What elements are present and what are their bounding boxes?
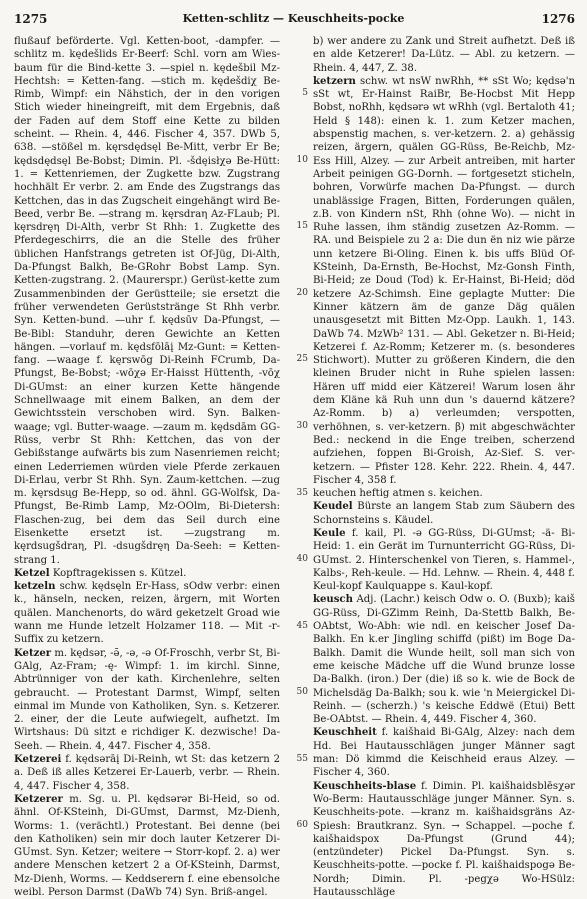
headword: Keule — [313, 527, 346, 539]
dictionary-entry — [14, 753, 280, 793]
headword: Ketzer — [14, 647, 52, 659]
dictionary-entry — [14, 793, 280, 899]
headword: Ketzerer — [14, 793, 63, 805]
page-number-right: 1276 — [541, 12, 575, 26]
entry-text: keuchen heftig atmen s. keichen. — [313, 488, 483, 500]
line-numbers — [284, 35, 308, 835]
dictionary-entry — [313, 35, 575, 75]
line-number: 40 — [296, 554, 308, 565]
line-number: 55 — [296, 753, 308, 764]
running-title: Ketten-schlitz — Keuschheits-pocke — [182, 12, 405, 25]
dictionary-entry — [313, 593, 575, 726]
dictionary-entry — [313, 500, 575, 527]
headword: Keudel — [313, 501, 353, 513]
line-number: 45 — [296, 620, 308, 631]
entry-text: m. kędsər, -ə̄, -ə, -ə Of-Froschh, verbr St, Bi-GAlg, Az-Fram; -ę- Wimpf: 1. im kirchl. Sinne, Abtrünniger von der kath. Kirchenlehre, selten gebraucht. — Protestant Darmst, Wimpf, selten einmal im Munde von Katholiken, Syn. s. Ketzerer. 2. einer, der die Leute aufwiegelt, aufhetzt. Im Wirtshaus: Dü sitzt e richdiger K. dezwische! Da-Seeh. — Rhein. 4, 447. Fischer 4, 358. — [14, 647, 280, 752]
line-number: 5 — [302, 88, 308, 99]
entry-text: b) wer andere zu Zank und Streit aufhetzt. Deß iß en alde Ketzerer! Da-Lütz. — Abl. zu ketzern. — Rhein. 4, 447, Z. 38. — [313, 36, 575, 74]
entry-text: f. kędsərāį Di-Reinh, wt St: das ketzern 2 a. Deß iß alles Ketzerei Er-Lauerb, verbr. — Rhein. 4, 447. Fischer 4, 358. — [14, 754, 280, 792]
dictionary-entry — [313, 726, 575, 779]
page-header — [0, 12, 587, 28]
left-column — [14, 35, 280, 899]
dictionary-entry — [313, 487, 575, 500]
line-number: 25 — [296, 354, 308, 365]
entry-text: schw. kędsęln Er-Hass, sOdw verbr: einen k., hänseln, necken, reizen, ärgern, mit Worten quälen. Manchenorts, do wärd geketzelt Groad wie wann me Hunde letzelt Holzamer 118. — Mit -r-Suffix zu ketzern. — [14, 581, 280, 646]
line-number: 15 — [296, 221, 308, 232]
dictionary-entry — [14, 580, 280, 646]
headword: Ketzel — [14, 567, 50, 579]
page-number-left: 1275 — [14, 12, 48, 26]
entry-text: Keul-kopf Kaulquappe s. Kaul-kopf. — [313, 581, 493, 593]
dictionary-entry — [14, 35, 280, 567]
line-number: 30 — [296, 421, 308, 432]
right-column — [313, 35, 575, 899]
headword: Keuschheit — [313, 727, 377, 739]
headword: ketzern — [313, 75, 356, 87]
entry-text: schw. wt nsW nwRhh, ** sSt Wo; kędsə'n sSt wt, Er-Hainst RaiBr, Be-Hocbst Mit Hepp Bobst, noRhh, kędsərə wt wRhh (vgl. Bertaloth 41; Held § 148): einen k. 1. zum Ketzer machen, abspenstig machen, s. ver-ketzern. 2. a) gehässig reizen, ärgern, quälen GG-Rüss, Be-Reichb, Mz-Ess Hill, Alzey. — zur Arbeit antreiben, mit harter Arbeit peinigen GG-Dornh. — fortgesetzt sticheln, bohren, Vorwürfe machen Da-Pfungst. — durch unablässige Fragen, Bitten, Forderungen quälen, z.B. von Kindern nSt, Rhh (ohne Wo). — nicht in Ruhe lassen, ihm ständig zusetzen Az-Romm. — RA. und Beispiele zu 2 a: Die dun ën niz wie pärze unn ketzere Bi-Oling. Einen k. bis uffs Blüd Of-KSteinh, Da-Ernsth, Be-Hochst, Mz-Gonsh Finth, Bi-Heid; ze Doud (Tod) k. Er-Hainst, Bi-Heid; död ketzere Az-Schimsh. Eine geplagte Mutter: Die Kinner kätzern äm de ganze Däg quälen unausgesetzt mit Bitten Mz-Opp. Laukh. 1, 143. DaWb 74. MzWb² 131. — Abl. Geketzer n. Bi-Heid; Ketzerei f. Az-Romm; Ketzerer m. (s. besonderes Stichwort). Mutter zu größeren Kindern, die den kleinen Bruder nicht in Ruhe spielen lassen: Hären uff midd eier Kätzerei! Warum losen ähr dem Kläne kä Ruh unn dun 's dauernd kätzere? Az-Romm. b) a) verleumden; verspotten, verhöhnen, s. ver-ketzern. β) mit abgeschwächter Bed.: neckend in die Enge treiben, scherzend aufziehen, foppen Bi-Groish, Az-Sief. S. ver-ketzern. — Pfister 128. Kehr. 222. Rhein. 4, 447. Fischer 4, 358 f. — [313, 75, 575, 486]
line-number: 60 — [296, 820, 308, 831]
line-number: 50 — [296, 687, 308, 698]
headword: Ketzerei — [14, 754, 62, 766]
line-number: 20 — [296, 287, 308, 298]
dictionary-entry — [313, 580, 575, 593]
headword: keusch — [313, 594, 353, 606]
dictionary-entry — [14, 567, 280, 580]
dictionary-entry — [14, 647, 280, 753]
entry-text: Kopftragekissen s. Kützel. — [49, 567, 187, 579]
entry-text: flußauf beförderte. Vgl. Ketten-boot, -dampfer. —schlitz m. kędešlids Er-Beerf: Schl. vorn am Wies-baum für die Bind-kette 3. —spiel n. kędešbil Mz-Hechtsh: = Ketten-fang. —stich m. kędešdiχ Be-Rimb, Wimpf: ein Nähstich, der in den vorigen Stich wieder hineingreift, mit dem Ergebnis, daß der Faden auf dem Stoff eine Kette zu bilden scheint. — Rhein. 4, 446. Fischer 4, 357. DWb 5, 638. —stößel m. kęrsdędsęl Be-Mitt, verbr Er Be; kędsdędsęl Be-Bobst; Dimin. Pl. -šdęisłχə Be-Hütt: 1. = Kettenriemen, der Zugkette bzw. Zugstrang hochhält Er verbr. 2. am Ende des Zugstrangs das Kettchen, das in das Zugscheit eingehängt wird Be-Beed, verbr Be. —strang m. kęrsdraη Az-FLaub; Pl. kęrsdręη Di-Alth, verbr St Rhh: 1. Zugkette des Pferdegeschirrs, die an die Stelle des früher üblichen Hanfstrangs getreten ist Of-Jüg, Di-Alth, Da-Pfungst Balkh, Be-GRohr Bobst Lamp. Syn. Ketten-zugstrang. 2. (Maurerspr.) Gerüst-kette zum Zusammenbinden der Gerüstteile; sie ersetzt die früher verwendeten Gerüststränge St Rhh verbr. Syn. Ketten-bund. —uhr f. kędsūv Da-Pfungst, — Be-Bibl: Standuhr, deren Gewichte an Ketten hängen. —vorlauf m. kędsfōlāį Mz-Gunt: = Ketten-fang. —waage f. kęrswōg Di-Reinh FCrumb, Da-Pfungst, Be-Bobst; -wōχə Er-Haisst Hüttenth, -vōχ Di-GUmst: an einer kurzen Kette hängende Schnellwaage mit einem Balken, an dem der Gewichtsstein verschoben wird. Syn. Balken-waage; vgl. Butter-waage. —zaum m. kędsdām GG-Rüss, verbr St Rhh: Kettchen, das von der Gebißstange aufwärts bis zum Nasenriemen reicht; einen Lederriemen würden viele Pferde zerkauen Di-Erlau, verbr St Rhh. Syn. Zaum-kettchen. —zug m. kęrsdsųg Be-Hepp, so od. ähnl. GG-Wolfsk, Da-Pfungst, Be-Rimb Lamp, Mz-OOlm, Bi-Dietersh: Flaschen-zug, bei dem das Seil durch eine Eisenkette ersetzt ist. —zugstrang m. kęrdsugšdraη, Pl. -dsugšdręη Da-Seeh: = Ketten-strang 1. — [14, 36, 280, 566]
entry-text: Bürste an langem Stab zum Säubern des Schornsteins s. Käudel. — [313, 501, 575, 526]
entry-text: m. Sg. u. Pl. kędsərər Bi-Heid, so od. ähnl. Of-KSteinh, Di-GUmst, Darmst, Mz-Dienh, Worms: 1. (verächtl.) Protestant. Bei denne (bei den Katholiken) sein mir doch lauter Ketzerer Di-GUmst. Syn. Ketzer; weitere → Storr-kopf. 2. a) wer andere Menschen ketzert 2 a Of-KSteinh, Darmst, Mz-Dienh, Worms. — Keddserern f. eine ebensolche weibl. Person Darmst (DaWb 74) Syn. Briß-angel. — [14, 793, 280, 898]
dictionary-entry — [313, 527, 575, 580]
line-number: 35 — [296, 487, 308, 498]
entry-text: f. kail, Pl. -ə GG-Rüss, Di-GUmst; -ä- Bi-Heid: 1. ein Gerät im Turnunterricht GG-Rüss, Di-GUmst. 2. Hinterschenkel von Tieren, s. Hammel-, Kalbs-, Reh-keule. — Hd. Lehnw. — Rhein. 4, 448 f. — [313, 527, 575, 579]
headword: Keuschheits-blase — [313, 780, 417, 792]
headword: ketzeln — [14, 581, 56, 593]
dictionary-entry — [313, 780, 575, 899]
entry-text: f. Dimin. Pl. kaišhaidsblēsχər Wo-Berm: Hautausschläge junger Männer. Syn. s. Keuschheits-pote. —kranz m. kaišhaidsgräns Az-Spiesh: Brautkranz. Syn. → Schappel. —poche f. kaišhaidspox Da-Pfungst (Grund 44); (entzündeter) Pickel Da-Pfungst. Syn. s. Keuschheits-potte. —pocke f. Pl. kaišhaidspogə Be-Nordh; Dimin. Pl. -pegχə Wo-HSülz: Hautausschläge — [313, 780, 575, 898]
dictionary-entry — [313, 75, 575, 487]
entry-text: Adj. (Lachr.) keisch Odw o. O. (Buxb); kaiš GG-Rüss, Di-GZimm Reinh, Da-Stettb Balkh, Be-OAbtst, Wo-Abh: wie ndl. en keischer Josef Da-Balkh. En k.er Jingling schiffd (pißt) im Boge Da-Balkh. Damit die Wunde heilt, soll man sich von eme keische Mädche uff die Wund brunze losse Da-Balkh. (iron.) Der (die) iß so k. wie de Bock de Michelsdäg Da-Balkh; sou k. wie 'n Meiergickel Di-Reinh. — (scherzh.) 's keische Eddwë (Etui) Bett Be-OAbtst. — Rhein. 4, 449. Fischer 4, 360. — [313, 594, 575, 726]
entry-text: f. kaišhaid Bi-GAlg, Alzey: nach dem Hd. Bei Hautausschlägen junger Männer sagt man: Dö kimmd die Keischheid eraus Alzey. — Fischer 4, 360. — [313, 727, 575, 779]
line-number: 10 — [296, 154, 308, 165]
